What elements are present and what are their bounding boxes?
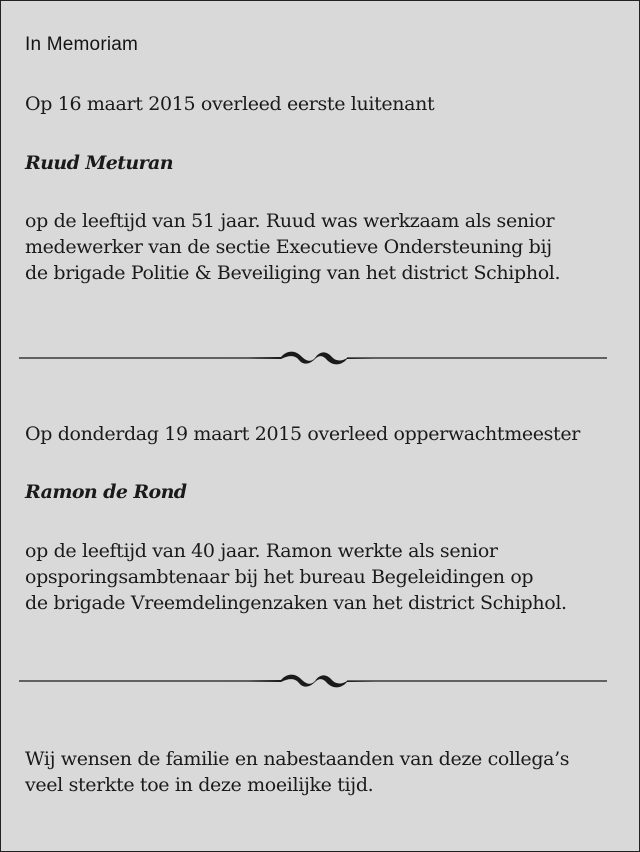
section1-name: Ruud Meturan	[25, 152, 173, 174]
section1-intro: Op 16 maart 2015 overleed eerste luitenant	[25, 93, 435, 115]
closing-line-2: veel sterkte toe in deze moeilijke tijd.	[25, 774, 374, 796]
section1-line-1: op de leeftijd van 51 jaar. Ruud was werkzaam als senior	[25, 210, 555, 232]
section2-line-1: op de leeftijd van 40 jaar. Ramon werkte als senior	[25, 540, 498, 562]
section2-paragraph	[25, 538, 567, 616]
section1-line-2: medewerker van de sectie Executieve Ondersteuning bij	[25, 236, 552, 258]
closing-paragraph	[25, 746, 569, 798]
closing-line-1: Wij wensen de familie en nabestaanden van deze collega’s	[25, 748, 570, 770]
section2-intro: Op donderdag 19 maart 2015 overleed opperwachtmeester	[25, 423, 580, 445]
section2-name: Ramon de Rond	[25, 481, 187, 503]
section1-paragraph	[25, 208, 560, 286]
ornamental-divider-icon	[19, 669, 607, 693]
section2-line-2: opsporingsambtenaar bij het bureau Begeleidingen op	[25, 566, 534, 588]
section2-line-3: de brigade Vreemdelingenzaken van het district Schiphol.	[25, 592, 567, 614]
page-title: In Memoriam	[25, 34, 139, 55]
ornamental-divider-icon	[19, 346, 607, 370]
section1-line-3: de brigade Politie & Beveiliging van het district Schiphol.	[25, 262, 561, 284]
